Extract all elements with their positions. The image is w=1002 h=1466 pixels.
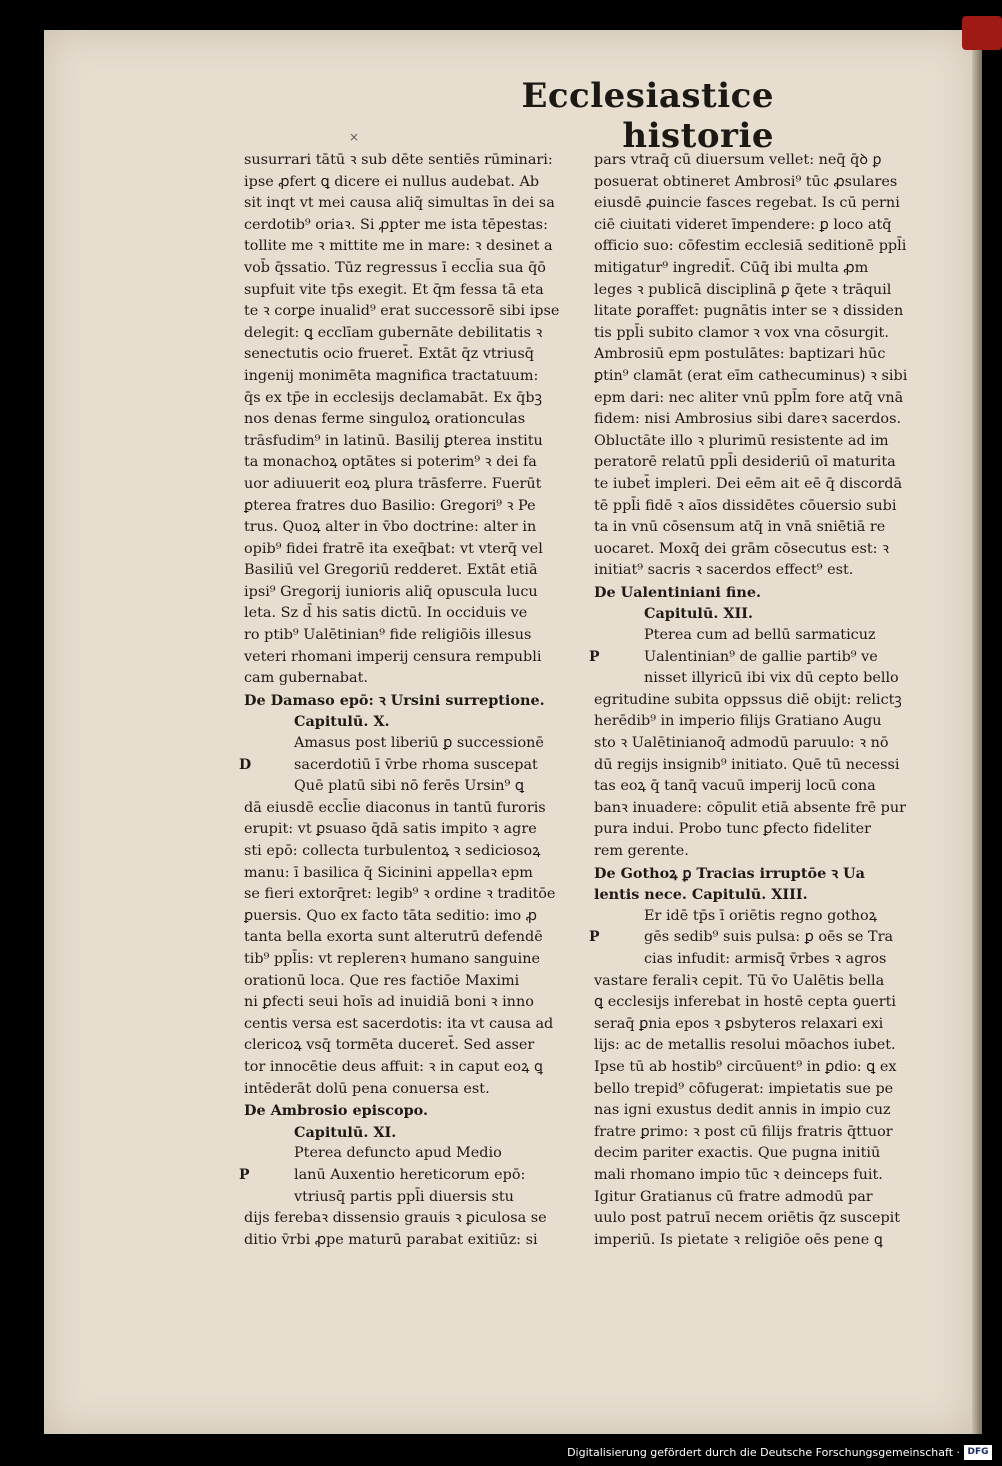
line-text: seraq̄ ꝑnia epos ꝛ ꝑsbyteros relaxari exi [594,1015,884,1032]
text-line [244,668,580,690]
line-text: ipse ꝓfert ꝗ dicere ei nullus audebat. Ab [244,173,540,190]
line-text: intēderāt dolū pena conuersa est. [244,1080,490,1097]
text-line [594,452,930,474]
line-text: orationū loca. Que res factiōe Maximi [244,972,520,989]
text-line [594,949,930,971]
line-text: ta in vnū cōsensum atq̄ in vnā sniētiā re [594,519,886,536]
footer-bar [0,1434,1000,1466]
line-text: lijs: ac de metallis resolui mōachos iubet. [594,1037,896,1054]
line-text: supfuit vite tp̄s exegit. Et q̄m fessa tā eta [244,281,544,298]
text-line [244,798,580,820]
line-text: rem gerente. [594,843,689,859]
text-line [594,1208,930,1230]
text-line [594,193,930,215]
line-text: epm dari: nec aliter vnū ppl̄m fore atq̄ vnā [594,389,904,406]
text-line [244,301,580,323]
text-line [244,603,580,625]
line-text: Capitulū. X. [294,713,390,731]
line-text: ipsi⁹ Gregorij iunioris aliq̄ opuscula lucu [244,583,538,600]
line-text: Amasus post liberiū ꝑ successionē [294,735,544,752]
section-heading [244,711,580,733]
line-text: vob̄ q̄ssatio. Tūz regressus ī eccl̄ia sua q̄ō [244,259,546,276]
text-line [594,755,930,777]
text-line [244,992,580,1014]
text-line [594,819,930,841]
text-line [594,1143,930,1165]
line-text: De Ualentiniani fine. [594,583,762,601]
line-text: De Damaso epō: ꝛ Ursini surreptione. [244,691,545,709]
text-line [244,539,580,561]
line-text: tib⁹ ppl̄is: vt replerenꝛ humano sanguine [244,950,541,967]
text-line [244,215,580,237]
line-text: Igitur Gratianus cū fratre admodū par [594,1188,873,1205]
line-text: leges ꝛ publicā disciplinā ꝑ q̄ete ꝛ trāquil [594,281,892,298]
line-text: peratorē relatū ppl̄i desideriū oī maturita [594,454,896,471]
line-text: sti epō: collecta turbulentoꝝ ꝛ sediciosoꝝ [244,843,541,859]
text-line [244,366,580,388]
text-line [244,819,580,841]
text-line [594,474,930,496]
line-text: Capitulū. XI. [294,1123,397,1141]
line-text: sit inqt vt mei causa aliq̄ simultas īn dei sa [244,195,555,212]
text-line [244,1057,580,1079]
line-text: mali rhomano impio tūc ꝛ deinceps fuit. [594,1166,883,1183]
line-text: veteri rhomani imperij censura rempubli [244,648,542,665]
text-line [244,452,580,474]
text-line [244,863,580,885]
line-text: bello trepid⁹ cōfugerat: impietatis sue pe [594,1080,894,1097]
text-line [594,733,930,755]
line-text: nisset illyricū ibi vix dū cepto bello [644,670,899,687]
line-text: ni ꝑfecti seui hoīs ad inuidiā boni ꝛ inno [244,994,534,1011]
text-line [244,1079,580,1101]
left-text-column [239,150,580,1251]
line-text: q̄s ex tp̄e in ecclesijs declamabāt. Ex q̄bꝫ [244,389,542,406]
line-text: vastare feraliꝛ cepit. Tū v̄o Ualētis bella [594,972,885,989]
text-line [594,1122,930,1144]
section-heading [594,884,930,906]
line-text: Quē platū sibi nō ferēs Ursin⁹ ꝗ [294,778,524,795]
line-text: te iubet̄ impleri. Dei eēm ait eē q̄ discordā [594,475,903,492]
line-text: Pterea defuncto apud Medio [294,1145,502,1162]
text-line [594,560,930,582]
text-line [594,388,930,410]
text-line [594,992,930,1014]
line-text: Capitulū. XII. [644,605,754,623]
line-text: Obluctāte illo ꝛ plurimū resistente ad im [594,432,889,449]
line-text: opib⁹ fidei fratrē ita exeq̄bat: vt vterq̄ vel [244,540,543,557]
line-text: officio suo: cōfestim ecclesiā seditionē ppl̄i [594,238,907,255]
text-line [244,1143,580,1165]
section-heading [244,690,580,712]
line-text: tē ppl̄i fidē ꝛ aīos dissidētes cōuersio subi [594,497,897,514]
line-text: pura indui. Probo tunc ꝑfecto fideliter [594,821,872,838]
text-line [589,927,930,949]
line-text: delegit: ꝗ ecclīam gubernāte debilitatis ꝛ [244,324,543,341]
text-line [594,1100,930,1122]
line-text: se fieri extorq̄ret: legib⁹ ꝛ ordine ꝛ traditōe [244,886,556,903]
text-line [594,798,930,820]
text-line [244,582,580,604]
text-line [244,193,580,215]
dfg-logo: DFG [964,1445,992,1460]
line-text: pars vtraq̄ cū diuersum vellet: neq̄ q̄ꝺ ꝑ [594,152,882,168]
running-head: Ecclesiastice historie [521,76,774,156]
text-line [594,215,930,237]
line-text: lentis nece. Capitulū. XIII. [594,886,808,904]
text-line [244,1035,580,1057]
text-line [244,431,580,453]
text-line [594,150,930,172]
line-text: banꝛ inuadere: cōpulit etiā absente frē pur [594,799,907,816]
text-line [244,258,580,280]
text-line [244,236,580,258]
text-line [594,172,930,194]
text-line [594,431,930,453]
line-text: erupit: vt ꝑsuaso q̄dā satis impito ꝛ agre [244,821,537,838]
text-line [594,906,930,928]
line-text: fratre ꝑrimo: ꝛ post cū filijs fratris q̄ttuor [594,1123,893,1140]
line-text: cam gubernabat. [244,670,368,687]
right-text-column [589,150,930,1251]
line-text: tor innocētie deus affuit: ꝛ in caput eoꝝ ꝗ [244,1058,543,1075]
line-text: uor adiuuerit eoꝝ plura trāsferre. Fuerūt [244,475,542,492]
line-text: ro ptib⁹ Ualētinian⁹ fide religiōis illesus [244,627,532,644]
text-line [594,625,930,647]
line-text: ꝑterea fratres duo Basilio: Gregori⁹ ꝛ Pe [244,497,536,514]
line-text: ingenij monimēta magnifica tractatuum: [244,367,539,384]
text-line [244,1014,580,1036]
line-text: egritudine subita oppssus diē obijt: relictꝫ [594,691,902,708]
line-text: sto ꝛ Ualētinianoq̄ admodū paruulo: ꝛ nō [594,735,889,752]
line-text: ditio v̄rbi ꝓpe maturū parabat exitiūz: si [244,1231,538,1248]
text-line [244,1187,580,1209]
margin-mark: × [349,130,360,144]
line-text: De Ambrosio episcopo. [244,1102,429,1120]
text-line [594,668,930,690]
line-text: tis ppl̄i subito clamor ꝛ vox vna cōsurgit. [594,324,889,341]
section-heading [594,582,930,604]
text-line [594,344,930,366]
text-line [594,496,930,518]
line-text: litate ꝑoraffet: pugnātis inter se ꝛ dissiden [594,303,904,320]
text-line [589,647,930,669]
line-text: dijs ferebaꝛ dissensio grauis ꝛ ꝑiculosa se [244,1210,547,1227]
text-line [244,496,580,518]
page-tab-marker [962,16,1002,50]
text-line [594,236,930,258]
text-line [594,1014,930,1036]
line-text: Basiliū vel Gregoriū redderet. Extāt etiā [244,562,538,579]
text-line [594,280,930,302]
line-text: imperiū. Is pietate ꝛ religiōe oēs pene ꝗ [594,1231,883,1248]
text-line [594,258,930,280]
text-line [244,280,580,302]
line-text: ꝑtin⁹ clamāt (erat eīm cathecuminus) ꝛ sibi [594,367,908,384]
text-line [594,301,930,323]
line-text: eiusdē ꝓuincie fasces regebat. Is cū perni [594,195,900,212]
line-text: clericoꝝ vsq̄ tormēta duceret̄. Sed asser [244,1037,535,1054]
text-line [594,1165,930,1187]
text-line [594,690,930,712]
footer-credit: Digitalisierung gefördert durch die Deutsche Forschungsgemeinschaft · [567,1446,960,1459]
text-line [244,971,580,993]
text-line [244,949,580,971]
line-text: Ualentinian⁹ de gallie partib⁹ ve [644,648,878,665]
text-line [244,517,580,539]
line-text: decim pariter exactis. Que pugna initiū [594,1145,881,1162]
text-line [239,755,580,777]
line-text: te ꝛ corꝑe inualid⁹ erat successorē sibi ipse [244,303,560,320]
text-line [594,323,930,345]
text-line [244,344,580,366]
initial-guide-letter: D [239,756,252,773]
line-text: cias infudit: armisq̄ v̄rbes ꝛ agros [644,950,887,967]
line-text: herēdib⁹ in imperio filijs Gratiano Augu [594,713,882,730]
text-line [594,1230,930,1252]
page-edge [972,30,982,1434]
text-line [244,150,580,172]
section-heading [594,863,930,885]
line-text: centis versa est sacerdotis: ita vt causa ad [244,1015,554,1032]
line-text: tollite me ꝛ mittite me in mare: ꝛ desinet a [244,238,553,255]
text-line [594,971,930,993]
text-line [244,560,580,582]
text-line [594,1057,930,1079]
line-text: dā eiusdē eccl̄ie diaconus in tantū furoris [244,799,546,816]
text-line [594,776,930,798]
text-line [244,841,580,863]
line-text: tas eoꝝ q̄ tanq̄ vacuū imperij locū cona [594,778,876,795]
line-text: initiat⁹ sacris ꝛ sacerdos effect⁹ est. [594,562,854,579]
line-text: cerdotib⁹ oriaꝛ. Si ꝓpter me ista tēpestas: [244,216,548,233]
text-line [594,841,930,863]
line-text: posuerat obtineret Ambrosi⁹ tūc ꝓsulares [594,173,898,190]
line-text: De Gothoꝝ ꝑ Tracias irruptōe ꝛ Ua [594,864,865,882]
line-text: fidem: nisi Ambrosius sibi dareꝛ sacerdos. [594,411,902,428]
line-text: uulo post patruī necem oriētis q̄z suscepit [594,1210,901,1227]
line-text: susurrari tātū ꝛ sub dēte sentiēs rūminari: [244,152,553,168]
text-line [594,711,930,733]
text-line [594,539,930,561]
line-text: Ipse tū ab hostib⁹ circūuent⁹ in ꝑdio: ꝗ ex [594,1058,897,1075]
section-heading [244,1100,580,1122]
line-text: ta monachoꝝ optātes si poterim⁹ ꝛ dei fa [244,454,537,471]
line-text: dū regijs insignib⁹ initiato. Quē tū necessi [594,756,900,773]
text-line [244,1230,580,1252]
line-text: trāsfudim⁹ in latinū. Basilij ꝑterea institu [244,432,543,449]
text-line [244,906,580,928]
text-line [244,474,580,496]
text-line [244,388,580,410]
manuscript-page [44,30,974,1434]
text-line [244,1208,580,1230]
line-text: trus. Quoꝝ alter in v̄bo doctrine: alter in [244,519,537,536]
initial-guide-letter: P [589,929,600,946]
line-text: senectutis ocio frueret̄. Extāt q̄z vtriusq̄ [244,346,534,363]
initial-guide-letter: P [589,648,600,665]
line-text: Pterea cum ad bellū sarmaticuz [644,627,876,644]
line-text: Ambrosiū epm postulātes: baptizari hūc [594,346,886,363]
line-text: nos denas ferme singuloꝝ orationculas [244,411,526,428]
line-text: vtriusq̄ partis ppl̄i diuersis stu [294,1188,514,1205]
line-text: uocaret. Moxq̄ dei grām cōsecutus est: ꝛ [594,540,889,557]
section-heading [594,603,930,625]
text-line [244,409,580,431]
line-text: tanta bella exorta sunt alterutrū defendē [244,929,543,946]
text-line [244,884,580,906]
line-text: manu: ī basilica q̄ Sicinini appellaꝛ epm [244,864,533,881]
line-text: Er idē tp̄s ī oriētis regno gothoꝝ [644,907,878,924]
text-line [239,1165,580,1187]
line-text: sacerdotiū ī v̄rbe rhoma suscepat [294,756,538,773]
line-text: nas igni exustus dedit annis in impio cuz [594,1102,891,1119]
line-text: ꝗ ecclesijs inferebat in hostē cepta ꝯuerti [594,994,896,1011]
line-text: leta. Sz d̄ his satis dictū. In occiduis ve [244,605,528,622]
text-line [594,1035,930,1057]
text-line [244,323,580,345]
text-line [594,409,930,431]
initial-guide-letter: P [239,1166,250,1183]
text-line [594,1187,930,1209]
text-line [244,172,580,194]
text-line [244,647,580,669]
text-line [594,366,930,388]
line-text: mitigatur⁹ ingredit̄. Cūq̄ ibi multa ꝓm [594,259,869,276]
text-line [594,517,930,539]
text-line [244,776,580,798]
line-text: lanū Auxentio hereticorum epō: [294,1166,526,1183]
section-heading [244,1122,580,1144]
line-text: ciē ciuitati videret īmpendere: ꝑ loco atq̄ [594,216,892,233]
line-text: ꝑuersis. Quo ex facto tāta seditio: imo ꝓ [244,907,537,924]
line-text: gēs sedib⁹ suis pulsa: ꝑ oēs se Tra [644,929,894,946]
text-line [244,733,580,755]
text-line [594,1079,930,1101]
text-line [244,927,580,949]
text-line [244,625,580,647]
